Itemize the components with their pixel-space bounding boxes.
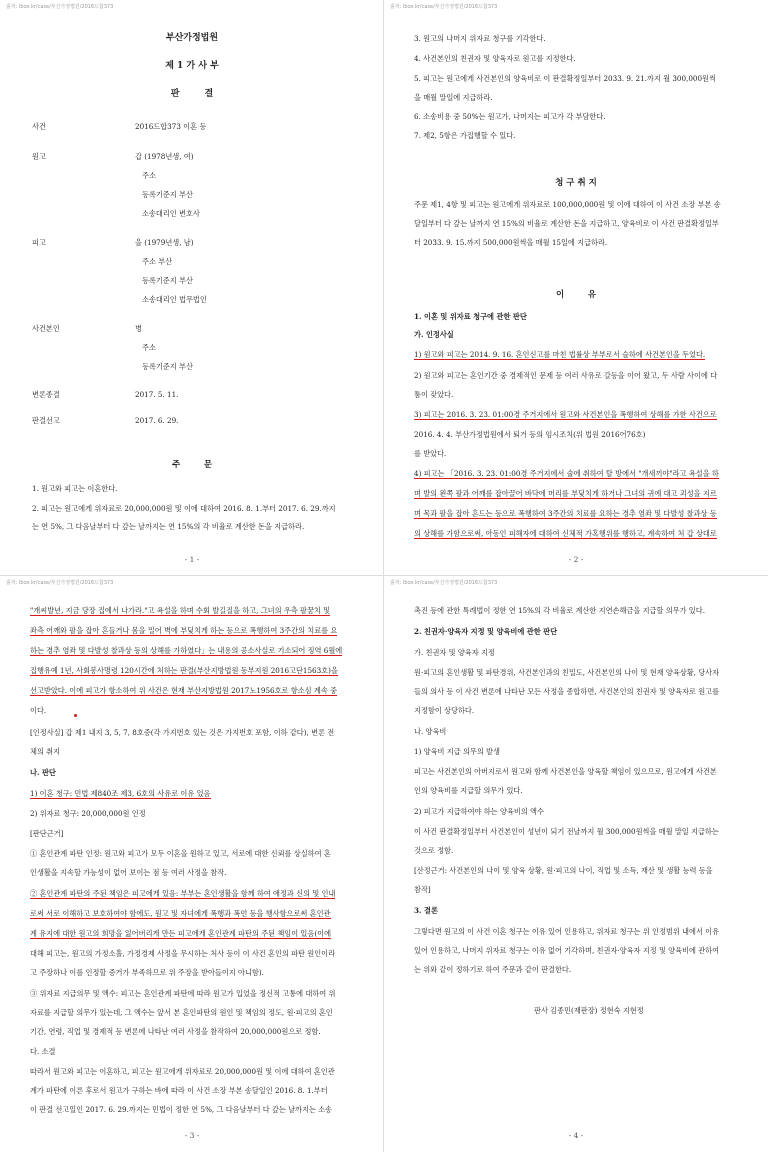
body-text: 참작] [414,885,431,894]
underlined-text: 로써 서로 이해하고 보호하여야 함에도, 원고 및 자녀에게 폭행과 폭언 등을 행사함으로써 혼인관 [30,909,331,918]
body-text: ① 혼인관계 파탄 인정: 원고와 피고가 모두 이혼을 원하고 있고, 서로에 대한 신뢰를 상실하여 혼 [30,849,331,858]
party-value: 등록기준지 부산 [142,362,193,371]
body-text: 체의 취지 [30,747,61,756]
body-text: 기간, 연령, 직업 및 경제적 등 변론에 나타난 여러 사정을 참작하여 20,000,000원으로 정함. [30,1027,321,1036]
body-text: 2016. 4. 4. 부산가정법원에서 퇴거 등의 임시조치(위 법원 2016어76호) [414,430,646,439]
body-text: 있어 인용하고, 나머지 위자료 청구는 이유 없어 기각하며, 친권자·양육자 지정 및 양육비에 관하여 [414,946,720,955]
body-text: 2) 피고가 지급하여야 하는 양육비의 액수 [414,807,544,816]
order-line: 2. 피고는 원고에게 위자료로 20,000,000원 및 이에 대하여 2016. 8. 1.부터 2017. 6. 29.까지 [32,504,336,513]
body-text: 것으로 정함. [414,846,454,855]
section-heading: 1. 이혼 및 위자료 청구에 관한 판단 [414,312,527,321]
page-1 [0,0,384,576]
page-number: - 2 - [568,555,584,564]
source-header: 출처: lbox.kr/case/부산가정법원/2016드합373 [6,4,114,10]
body-text: 피고는 사건본인의 아버지로서 원고와 함께 사건본인을 양육할 책임이 있으므로, 원고에게 사건본 [414,767,717,776]
reason-title: 이 유 [555,290,597,300]
section-heading: 가. 인정사실 [414,330,454,339]
body-text: 나. 양육비 [414,727,447,736]
underlined-text: 1) 이혼 청구: 민법 제840조 제3, 6호의 사유로 이유 있음 [30,789,211,798]
underlined-text: 선고받았다. 이에 피고가 항소하여 위 사건은 현재 부산지방법원 2017노1956호로 항소심 계속 중 [30,686,338,695]
page-divider-vertical [383,0,384,1152]
party-value: 주소 부산 [142,257,173,266]
party-value: 갑 (1978년생, 여) [135,152,194,161]
body-text: 대해 피고는, 원고의 가정소홀, 가정경제 사정을 무시하는 처사 등이 이 사건 혼인의 파탄 원인이라 [30,949,336,958]
order-line: 는 연 5%, 그 다음날부터 다 갚는 날까지는 연 15%의 각 비율로 계산한 돈을 지급하라. [32,522,305,531]
party-value: 주소 [142,171,156,180]
party-label: 피고 [32,238,46,247]
section-heading: 3. 결론 [414,906,438,915]
order-line: 을 매월 말일에 지급하라. [414,93,493,102]
underlined-text: ② 혼인관계 파탄의 주된 책임은 피고에게 있음: 부부는 혼인생활을 함께 하여 애정과 신의 및 인내 [30,889,336,898]
body-text: 원·피고의 혼인생활 및 파탄경위, 사건본인과의 친밀도, 사건본인의 나이 및 현재 양육상황, 당사자 [414,668,720,677]
party-value: 병 [135,324,142,333]
party-value: 소송대리인 법무법인 [142,295,207,304]
body-text: [산정근거: 사건본인의 나이 및 양육 상황, 원·피고의 나이, 직업 및 소득, 재산 및 생활 능력 등을 [414,866,713,875]
body-text: [인정사실] 갑 제1 내지 3, 5, 7, 8호증(각 가지번호 있는 것은 가지번호 포함, 이하 같다), 변론 전 [30,728,335,737]
source-header: 출처: lbox.kr/case/부산가정법원/2016드합373 [6,580,114,586]
body-text: 지정함이 상당하다. [414,706,475,715]
body-text: 이 사건 판결확정일부터 사건본인이 성년이 되기 전날까지 월 300,000원씩을 매월 말일 지급하는 [414,827,719,836]
body-text: 계가 파탄에 이른 후로서 원고가 구하는 바에 따라 이 사건 소장 부본 송달일인 2016. 8. 1.부터 [30,1086,328,1095]
section-heading: 2. 친권자·양육자 지정 및 양육비에 관한 판단 [414,627,558,636]
order-line: 6. 소송비용 중 50%는 원고가, 나머지는 피고가 각 부담한다. [414,112,606,121]
claim-line: 터 2033. 9. 15.까지 500,000원씩을 매월 15일에 지급하라. [414,238,608,247]
underlined-text: 며 발의 왼쪽 팔과 어깨를 잡아끌어 바닥에 머리를 부딪치게 하거나 그녀의 귀에 대고 괴성을 지르 [414,489,717,498]
body-text: 를 받았다. [414,449,447,458]
claim-line: 달일부터 다 갚는 날까지 연 15%의 비율로 계산한 돈을 지급하고, 양육비로 이 사건 판결확정일부 [414,219,719,228]
underlined-text: 집행유예 1년, 사회봉사명령 120시간에 처하는 판결(부산지방법원 동부지원 2016고단1563호)을 [30,666,338,675]
party-label: 사건 [32,122,46,131]
body-text: 고 주장하나 이를 인정할 증거가 부족하므로 위 주장을 받아들이지 아니함). [30,968,264,977]
underlined-text: 의 상해를 가함으로써, 아동인 피해자에 대하여 신체적 가혹행위를 행하고, 계속하여 처 갑 상대로 [414,529,717,538]
body-text: ③ 위자료 지급의무 및 액수: 피고는 혼인관계 파탄에 따라 원고가 입었을 정신적 고통에 대하여 위 [30,989,336,998]
body-text: [판단근거] [30,829,64,838]
body-text: 그렇다면 원고의 이 사건 이혼 청구는 이유 있어 인용하고, 위자료 청구는 위 인정범위 내에서 이유 [414,927,720,936]
source-header: 출처: lbox.kr/case/부산가정법원/2016드합373 [390,4,498,10]
body-text: 인생활을 지속할 가능성이 없어 보이는 점 등 여러 사정을 참작. [30,868,227,877]
body-text: 이 판결 선고일인 2017. 6. 29.까지는 민법이 정한 연 5%, 그 다음날부터 다 갚는 날까지는 소송 [30,1105,333,1114]
order-title: 주 문 [171,460,213,470]
underlined-text: 좌측 어깨와 팔을 잡아 흔들거나 몸을 밀어 벽에 부딪치게 하는 등으로 폭행하여 3주간의 치료를 요 [30,626,338,635]
underlined-text: 4) 피고는 「2016. 3. 23. 01:00경 주거지에서 술에 취하여 탈 방에서 "개새끼야"라고 욕설을 하 [414,469,719,478]
body-text: 는 위와 같이 정하기로 하여 주문과 같이 판결한다. [414,965,572,974]
party-value: 2017. 5. 11. [135,390,179,399]
body-text: 2) 원고와 피고는 혼인기간 중 경제적인 문제 등 여러 사유로 갈등을 이어 왔고, 두 사람 사이에 다 [414,371,718,380]
order-line: 5. 피고는 원고에게 사건본인의 양육비로 이 판결확정일부터 2033. 9. 21.까지 월 300,000원씩 [414,74,716,83]
claim-line: 주문 제1, 4항 및 피고는 원고에게 위자료로 100,000,000원 및 이에 대하여 이 사건 소장 부본 송 [414,200,721,209]
judgment-title: 판 결 [170,89,214,99]
body-text: 가. 친권자 및 양육자 지정 [414,648,495,657]
party-value: 을 (1979년생, 남) [135,238,194,247]
underlined-text: 1) 원고와 피고는 2014. 9. 16. 혼인신고를 마친 법률상 부부로서 슬하에 사건본인을 두었다. [414,350,706,359]
party-value: 등록기준지 부산 [142,190,193,199]
page-2 [384,0,768,576]
body-text: 2) 위자료 청구: 20,000,000원 인정 [30,809,146,818]
order-line: 7. 제2, 5항은 가집행할 수 있다. [414,131,516,140]
party-value: 2017. 6. 29. [135,416,179,425]
page-number: - 1 - [184,555,200,564]
party-label: 변론종결 [32,390,60,399]
underlined-text: 3) 피고는 2016. 3. 23. 01:00경 주거지에서 원고와 사건본인을 폭행하여 상해를 가한 사건으로 [414,410,717,419]
body-text: 들의 의사 등 이 사건 변론에 나타난 모든 사정을 종합하면, 사건본인의 친권자 및 양육자로 원고를 [414,687,720,696]
order-line: 3. 원고의 나머지 위자료 청구를 기각한다. [414,34,546,43]
order-line: 4. 사건본인의 친권자 및 양육자로 원고를 지정한다. [414,54,576,63]
page-divider-horizontal [0,575,768,576]
body-text: 자료를 지급할 의무가 있는데, 그 액수는 앞서 본 혼인파탄의 원인 및 책임의 정도, 원·피고의 혼인 [30,1008,333,1017]
page-number: - 4 - [568,1131,584,1140]
page-4 [384,576,768,1152]
party-label: 판결선고 [32,416,60,425]
page-number: - 3 - [184,1131,200,1140]
body-text: 촉진 등에 관한 특례법이 정한 연 15%의 각 비율로 계산한 지연손해금을 지급할 의무가 있다. [414,606,705,615]
claim-title: 청 구 취 지 [555,178,597,188]
body-text: 툼이 잦았다. [414,390,454,399]
section-heading: 다. 소결 [30,1047,56,1056]
page-3 [0,576,384,1152]
body-text: 따라서 원고와 피고는 이혼하고, 피고는 원고에게 위자료로 20,000,000원 및 이에 대하여 혼인관 [30,1067,335,1076]
court-name: 부산가정법원 [165,33,219,43]
order-line: 1. 원고와 피고는 이혼한다. [32,484,118,493]
underlined-text: 계 유지에 대한 원고의 희망을 잃어버리게 만든 피고에게 혼인관계 파탄의 주된 책임이 있음(이에 [30,929,332,938]
party-value: 주소 [142,343,156,352]
underlined-text: 며 목과 팔을 잡아 흔드는 등으로 폭행하여 3주간의 치료를 요하는 경추 염좌 및 다발성 찰과상 등 [414,509,717,518]
judges-signature-line: 판사 김종민(재판장) 정현숙 지현정 [534,1006,644,1015]
red-dot-mark [74,714,77,717]
underlined-text: 하는 경추 염좌 및 다발성 찰과상 등의 상해를 가하였다」는 내용의 공소사실로 기소되어 징역 6월에 [30,646,343,655]
division-name: 제 1 가 사 부 [165,61,219,71]
source-header: 출처: lbox.kr/case/부산가정법원/2016드합373 [390,580,498,586]
body-text: 1) 양육비 지급 의무의 발생 [414,747,500,756]
party-value: 2016드합373 이혼 등 [135,122,207,131]
body-text: 이다. [30,706,47,715]
party-value: 소송대리인 변호사 [142,209,200,218]
party-value: 등록기준지 부산 [142,276,193,285]
party-label: 원고 [32,152,46,161]
body-text: 인의 양육비를 지급할 의무가 있다. [414,786,523,795]
underlined-text: "개씨발년, 지금 당장 집에서 나가라."고 욕설을 하며 수회 발길질을 하고, 그녀의 우측 팔꿈치 및 [30,606,331,615]
section-heading: 나. 판단 [30,768,56,777]
party-label: 사건본인 [32,324,60,333]
